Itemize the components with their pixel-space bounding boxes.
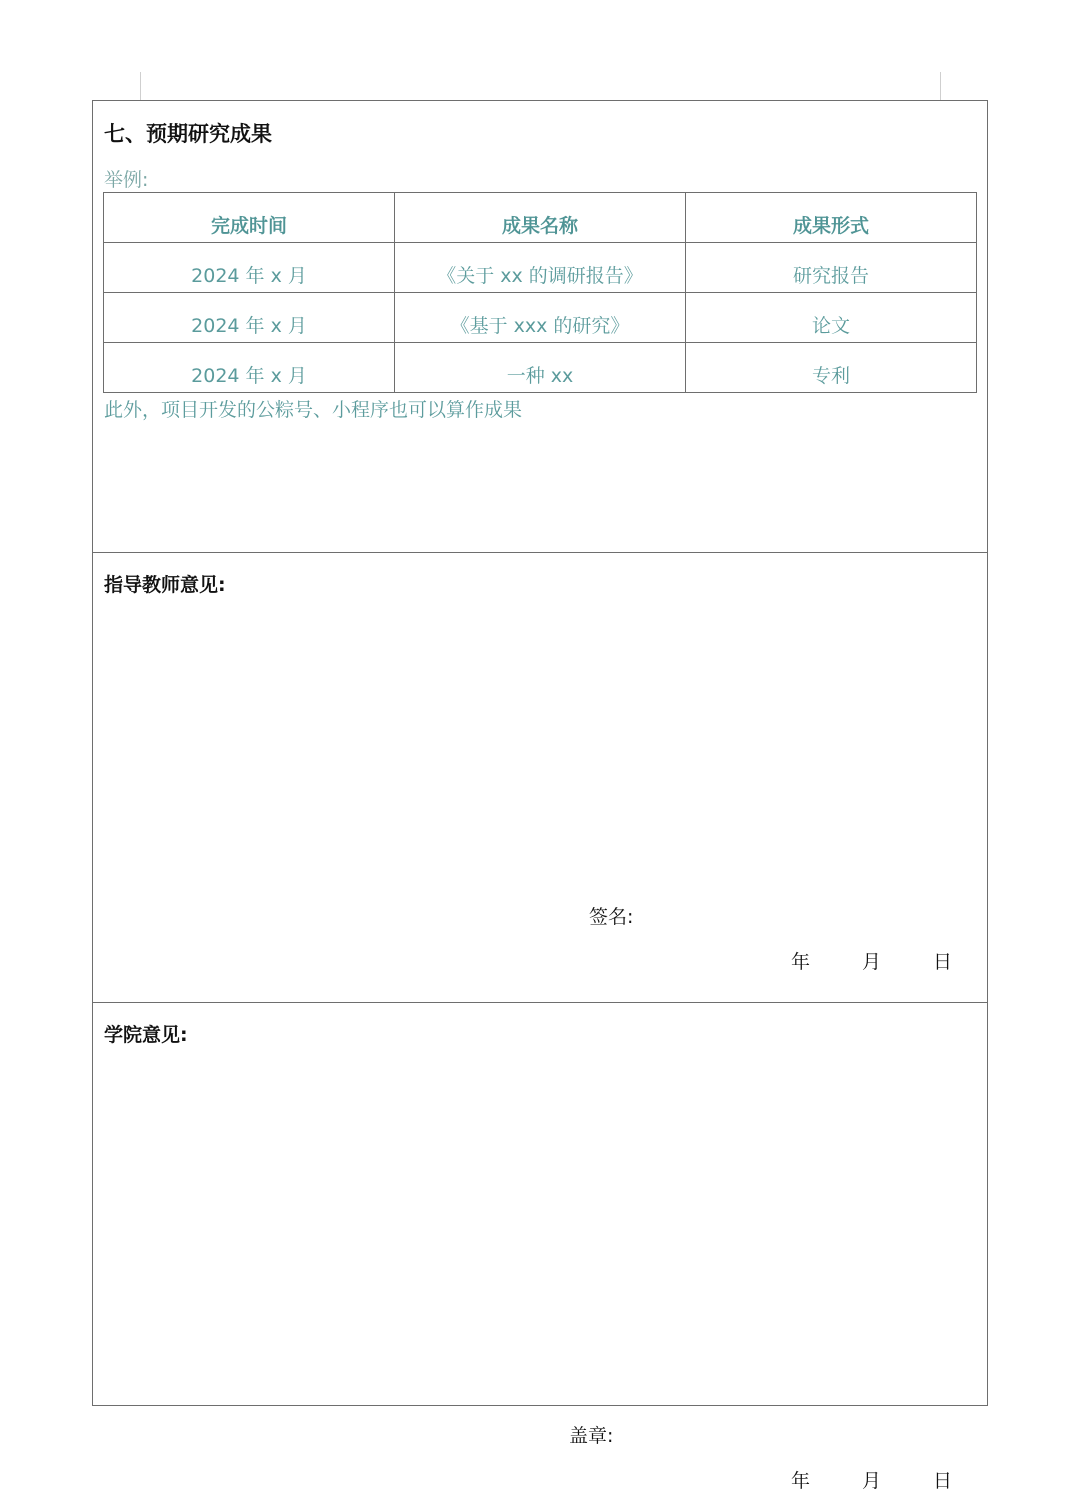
college-opinion-section	[93, 1002, 987, 1492]
signature-label: 签名:	[589, 906, 634, 928]
section-title: 七、预期研究成果	[104, 122, 272, 146]
cell-form: 专利	[686, 343, 977, 393]
header-completion-time: 完成时间	[104, 193, 395, 243]
crop-mark-left	[140, 72, 141, 100]
cell-name: 《关于 xx 的调研报告》	[395, 243, 686, 293]
table-row	[104, 343, 977, 393]
example-label: 举例:	[104, 169, 149, 191]
application-form	[92, 100, 988, 1492]
cell-name: 一种 xx	[395, 343, 686, 393]
date-year-label: 年	[791, 1470, 811, 1492]
college-opinion-label: 学院意见:	[104, 1024, 188, 1046]
teacher-opinion-section	[93, 552, 987, 1003]
table-row	[104, 293, 977, 343]
date-year-label: 年	[791, 951, 811, 973]
header-result-name: 成果名称	[395, 193, 686, 243]
cell-name: 《基于 xxx 的研究》	[395, 293, 686, 343]
cell-form: 论文	[686, 293, 977, 343]
date-month-label: 月	[862, 1470, 882, 1492]
additional-note: 此外，项目开发的公粽号、小程序也可以算作成果	[104, 399, 523, 421]
date-day-label: 日	[933, 1470, 953, 1492]
header-result-form: 成果形式	[686, 193, 977, 243]
date-day-label: 日	[933, 951, 953, 973]
teacher-opinion-label: 指导教师意见:	[104, 574, 226, 596]
cell-form: 研究报告	[686, 243, 977, 293]
example-results-table	[103, 192, 977, 393]
table-row	[104, 243, 977, 293]
cell-time: 2024 年 x 月	[104, 243, 395, 293]
cell-time: 2024 年 x 月	[104, 293, 395, 343]
crop-mark-right	[940, 72, 941, 100]
stamp-label: 盖章:	[569, 1425, 614, 1447]
expected-results-section	[93, 101, 987, 553]
cell-time: 2024 年 x 月	[104, 343, 395, 393]
date-month-label: 月	[862, 951, 882, 973]
table-header-row	[104, 193, 977, 243]
